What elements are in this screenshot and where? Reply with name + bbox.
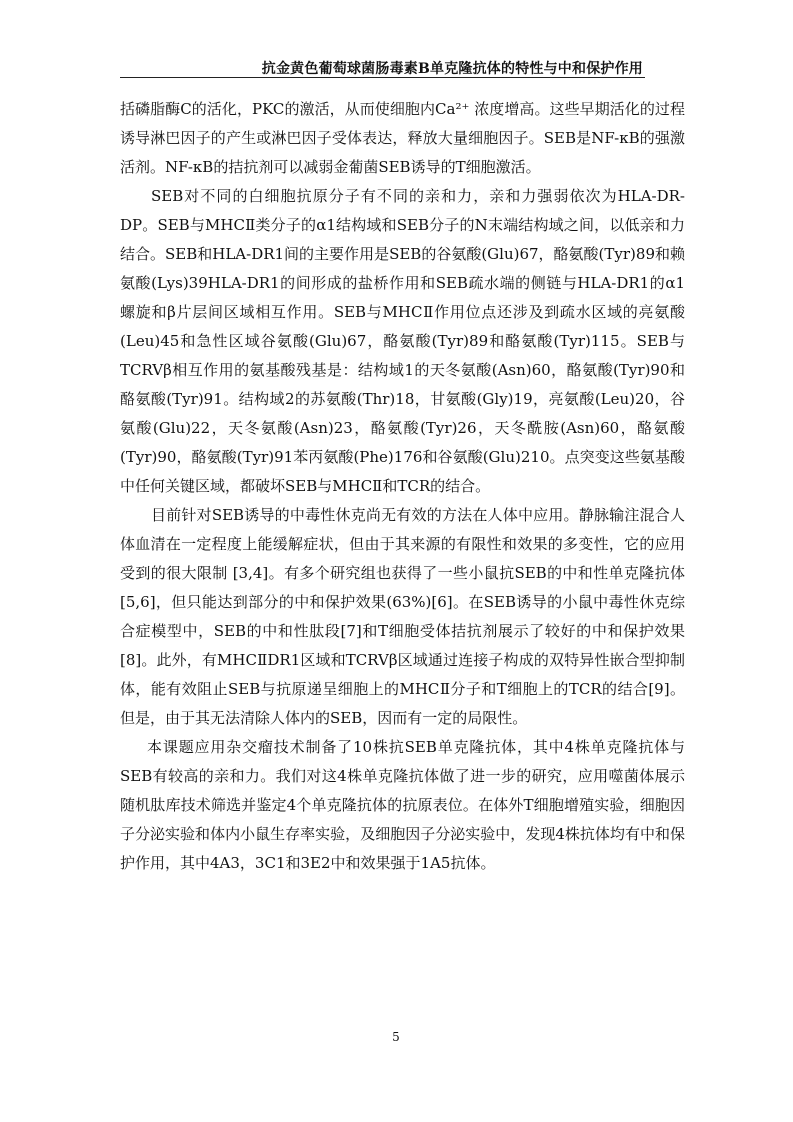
running-header: 抗金黄色葡萄球菌肠毒素B单克隆抗体的特性与中和保护作用 [261,61,643,77]
document-body [120,95,685,878]
paragraph-study-summary: 本课题应用杂交瘤技术制备了10株抗SEB单克隆抗体，其中4株单克隆抗体与SEB有较高的亲和力。我们对这4株单克隆抗体做了进一步的研究，应用噬菌体展示随机肽库技术筛选并鉴定4个单克隆抗体的抗原表位。在体外T细胞增殖实验，细胞因子分泌实验和体内小鼠生存率实验，及细胞因子分泌实验中，发现4株抗体均有中和保护作用，其中4A3，3C1和3E2中和效果强于1A5抗体。 [120,738,685,872]
paragraph-treatment-status: 目前针对SEB诱导的中毒性休克尚无有效的方法在人体中应用。静脉输注混合人体血清在一定程度上能缓解症状，但由于其来源的有限性和效果的多变性，它的应用受到的很大限制 [3,4]。有多个研究组也获得了一些小鼠抗SEB的中和性单克隆抗体 [5,6]，但只能达到部分的中和保护效果(63%)[6]。在SEB诱导的小鼠中毒性休克综合症模型中，SEB的中和性肽段[7]和T细胞受体拮抗剂展示了较好的中和保护效果 [8]。此外，有MHCⅡDR1区域和TCRVβ区域通过连接子构成的双特异性嵌合型抑制体，能有效阻止SEB与抗原递呈细胞上的MHCⅡ分子和T细胞上的TCR的结合[9]。但是，由于其无法清除人体内的SEB，因而有一定的局限性。 [120,506,685,727]
page-number: 5 [392,1030,400,1044]
paragraph-ca-activation: 括磷脂酶C的活化，PKC的激活，从而使细胞内Ca²⁺ 浓度增高。这些早期活化的过程诱导淋巴因子的产生或淋巴因子受体表达，释放大量细胞因子。SEB是NF-κB的强激活剂。NF-κB的拮抗剂可以减弱金葡菌SEB诱导的T细胞激活。 [120,100,685,176]
paragraph-seb-binding: SEB对不同的白细胞抗原分子有不同的亲和力，亲和力强弱依次为HLA-DR-DP。SEB与MHCⅡ类分子的α1结构域和SEB分子的N末端结构域之间，以低亲和力结合。SEB和HLA-DR1间的主要作用是SEB的谷氨酸(Glu)67，酪氨酸(Tyr)89和赖氨酸(Lys)39HLA-DR1的间形成的盐桥作用和SEB疏水端的侧链与HLA-DR1的α1螺旋和β片层间区域相互作用。SEB与MHCⅡ作用位点还涉及到疏水区域的亮氨酸(Leu)45和急性区域谷氨酸(Glu)67，酪氨酸(Tyr)89和酪氨酸(Tyr)115。SEB与TCRVβ相互作用的氨基酸残基是：结构域1的天冬氨酸(Asn)60，酪氨酸(Tyr)90和酪氨酸(Tyr)91。结构域2的苏氨酸(Thr)18，甘氨酸(Gly)19，亮氨酸(Leu)20，谷氨酸(Glu)22，天冬氨酸(Asn)23，酪氨酸(Tyr)26，天冬酰胺(Asn)60，酪氨酸(Tyr)90，酪氨酸(Tyr)91苯丙氨酸(Phe)176和谷氨酸(Glu)210。点突变这些氨基酸中任何关键区域，都破坏SEB与MHCⅡ和TCR的结合。 [120,187,685,495]
header-rule [120,77,645,78]
